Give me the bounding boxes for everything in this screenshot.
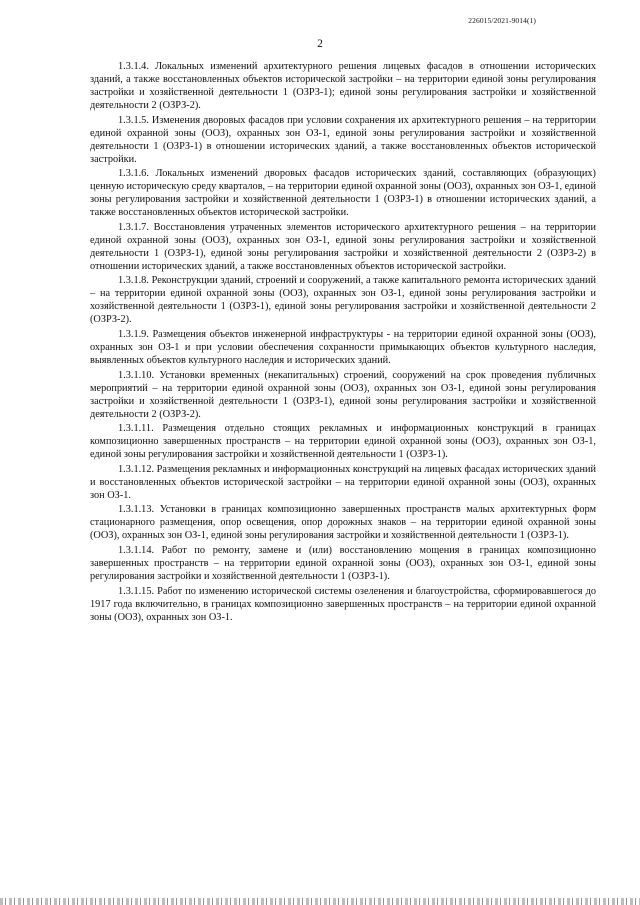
clause-1-3-1-9: 1.3.1.9. Размещения объектов инженерной инфраструктуры - на территории единой охранной зоны (ООЗ), охранных зон ОЗ-1 и при условии обеспечения сохранности примыкающих объектов культурного наследия, выявленных объектов культурного наследия и исторических зданий.: [90, 328, 596, 366]
document-id: 226015/2021-9014(1): [468, 16, 536, 25]
clause-1-3-1-13: 1.3.1.13. Установки в границах композиционно завершенных пространств малых архитектурных форм стационарного размещения, опор освещения, опор дорожных знаков – на территории единой охранной зоны (ООЗ), охранных зон ОЗ-1, единой зоны регулирования застройки и хозяйственной деятельности 1 (ОЗРЗ-1).: [90, 504, 596, 542]
clause-1-3-1-10: 1.3.1.10. Установки временных (некапитальных) строений, сооружений на срок проведения публичных мероприятий – на территории единой охранной зоны (ООЗ), охранных зон ОЗ-1, единой зоны регулирования застройки и хозяйственной деятельности 1 (ОЗРЗ-1), единой зоны регулирования застройки и хозяйственной деятельности 2 (ОЗРЗ-2).: [90, 369, 596, 420]
clause-1-3-1-4: 1.3.1.4. Локальных изменений архитектурного решения лицевых фасадов в отношении исторических зданий, а также восстановленных объектов исторической застройки – на территории единой зоны регулирования застройки и хозяйственной деятельности 1 (ОЗРЗ-1); единой зоны регулирования застройки и хозяйственной деятельности 2 (ОЗРЗ-2).: [90, 61, 596, 111]
page-number: 2: [317, 38, 323, 50]
clause-1-3-1-8: 1.3.1.8. Реконструкции зданий, строений и сооружений, а также капитального ремонта исторических зданий – на территории единой охранной зоны (ООЗ), охранных зон ОЗ-1, единой зоны регулирования застройки и хозяйственной деятельности 1 (ОЗРЗ-1), единой зоны регулирования застройки и хозяйственной деятельности 2 (ОЗРЗ-2).: [90, 275, 596, 326]
document-body: [90, 60, 596, 625]
scan-edge-artifact: [0, 898, 640, 905]
clause-1-3-1-14: 1.3.1.14. Работ по ремонту, замене и (или) восстановлению мощения в границах композиционно завершенных пространств – на территории единой охранной зоны (ООЗ), охранных зон ОЗ-1, единой зоны регулирования застройки и хозяйственной деятельности 1 (ОЗРЗ-1).: [90, 544, 596, 582]
clause-1-3-1-5: 1.3.1.5. Изменения дворовых фасадов при условии сохранения их архитектурного решения – на территории единой охранной зоны (ООЗ), охранных зон ОЗ-1, единой зоны регулирования застройки и хозяйственной деятельности 1 (ОЗРЗ-1) в отношении исторических зданий, а также восстановленных объектов исторической застройки.: [90, 114, 596, 165]
clause-1-3-1-15: 1.3.1.15. Работ по изменению исторической системы озеленения и благоустройства, сформировавшегося до 1917 года включительно, в границах композиционно завершенных пространств – на территории единой охранной зоны (ООЗ), охранных зон ОЗ-1.: [90, 585, 596, 623]
clause-1-3-1-11: 1.3.1.11. Размещения отдельно стоящих рекламных и информационных конструкций в границах композиционно завершенных пространств – на территории единой охранной зоны (ООЗ), охранных зон ОЗ-1, единой зоны регулирования застройки и хозяйственной деятельности 1 (ОЗРЗ-1).: [90, 423, 596, 461]
clause-1-3-1-7: 1.3.1.7. Восстановления утраченных элементов исторического архитектурного решения – на территории единой охранной зоны (ООЗ), охранных зон ОЗ-1, единой зоны регулирования застройки и хозяйственной деятельности 1 (ОЗРЗ-1), единой зоны регулирования застройки и хозяйственной деятельности 2 (ОЗРЗ-2) в отношении исторических зданий, а также восстановленных объектов исторической застройки.: [90, 221, 596, 272]
clause-1-3-1-6: 1.3.1.6. Локальных изменений дворовых фасадов исторических зданий, составляющих (образующих) ценную историческую среду кварталов, – на территории единой охранной зоны (ООЗ), охранных зон ОЗ-1, единой зоны регулирования застройки и хозяйственной деятельности 1 (ОЗРЗ-1) в отношении исторических зданий, а также восстановленных объектов исторической застройки.: [90, 168, 596, 219]
clause-1-3-1-12: 1.3.1.12. Размещения рекламных и информационных конструкций на лицевых фасадах исторических зданий и восстановленных объектов исторической застройки – на территории единой охранной зоны (ООЗ), охранных зон ОЗ-1.: [90, 463, 596, 501]
